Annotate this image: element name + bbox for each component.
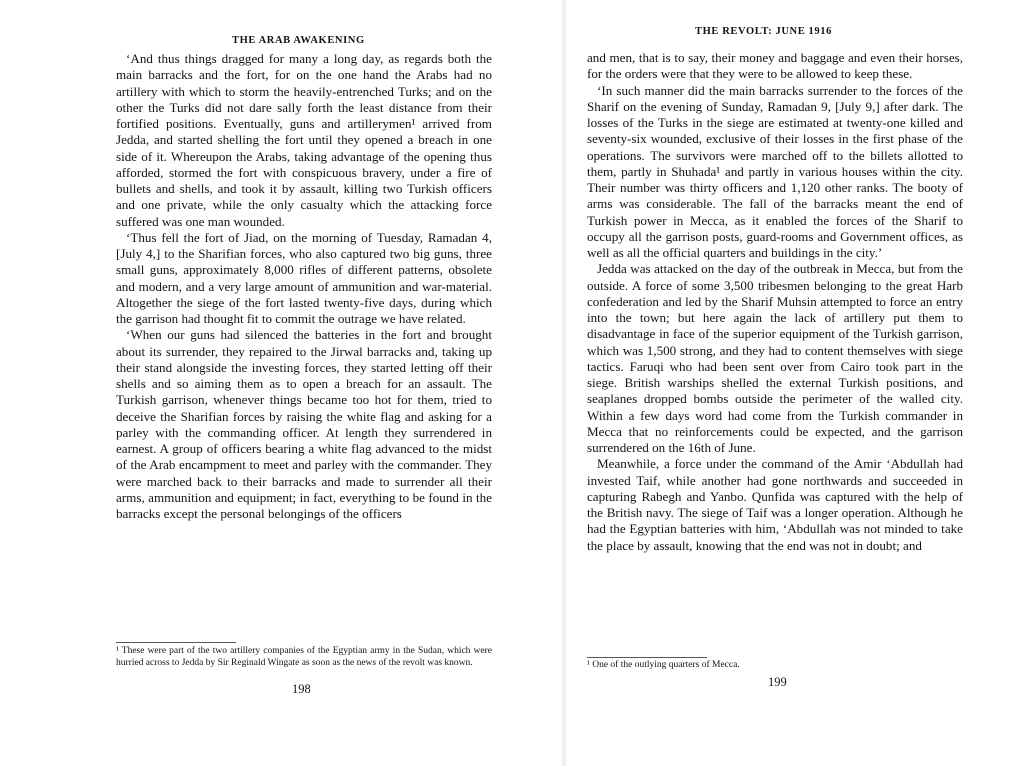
paragraph: Jedda was attacked on the day of the outbreak in Mecca, but from the outside. A force of some 3,500 tribesmen belonging to the great Harb confederation and led by the Sharif Muhsin attempted to force an entry into the town; but here again the lack of artillery put them to disadvantage in face of the superior equipment of the Turkish garrison, which was 1,500 strong, and they had to content themselves with siege tactics. Faruqi who had been sent over from Cairo took part in the siege. British warships shelled the external Turkish positions, and seaplanes dropped bombs outside the perimeter of the walled city. Within a few days word had come from the Turkish commander in Mecca that no reinforcements could be expected, and the garrison surrendered on the 16th of June. [587, 261, 963, 455]
paragraph: Meanwhile, a force under the command of the Amir ‘Abdullah had invested Taif, while another had gone northwards and succeeded in capturing Rabegh and Yanbo. Qunfida was captured with the help of the British navy. The siege of Taif was a longer operation. Although he had the Egyptian batteries with him, ‘Abdullah was not minded to take the place by assault, knowing that the end was not in doubt; and [587, 456, 963, 553]
page-number: 198 [292, 682, 311, 696]
running-head: THE ARAB AWAKENING [232, 35, 365, 46]
footnote-rule [116, 642, 236, 643]
footnote: ¹ One of the outlying quarters of Mecca. [587, 660, 740, 670]
footnote-rule [587, 657, 707, 658]
right-page [565, 0, 1030, 766]
body-text [587, 50, 963, 554]
body-text [116, 51, 492, 522]
paragraph: ‘And thus things dragged for many a long day, as regards both the main barracks and the fort, for on the one hand the Arabs had no artillery with which to storm the heavily-entrenched Turks; and on the other the Turks did not dare sally forth the least distance from their fortified positions. Eventually, guns and artillerymen¹ arrived from Jedda, and started shelling the fort until they opened a breach in one side of it. Whereupon the Arabs, taking advantage of the opening thus afforded, stormed the fort with conspicuous bravery, under a fire of bullets and shells, and took it by assault, killing two Turkish officers and one private, while the only casualty which the attacking force suffered was one man wounded. [116, 51, 492, 229]
paragraph: ‘In such manner did the main barracks surrender to the forces of the Sharif on the evening of Sunday, Ramadan 9, [July 9,] after dark. The losses of the Turks in the siege are estimated at twenty-one killed and seventy-six wounded, exclusive of their losses in the first phase of the operations. The survivors were marched off to the billets allotted to them, partly in Shuhada¹ and partly in various houses within the city. Their number was thirty officers and 1,120 other ranks. The booty of arms was considerable. The fall of the barracks meant the end of Turkish power in Mecca, as it enabled the forces of the Sharif to occupy all the garrison posts, guard-rooms and Government offices, as well as all the official quarters and buildings in the city.’ [587, 82, 963, 260]
paragraph: ‘When our guns had silenced the batteries in the fort and brought about its surrender, they repaired to the Jirwal barracks and, taking up their stand alongside the investing forces, they started letting off their shells and so aiming them as to open a breach for an assault. The Turkish garrison, whenever things became too hot for them, tried to deceive the Sharifian forces by raising the white flag and asking for a parley with the commanding officer. At length they surrendered in earnest. A group of officers bearing a white flag advanced to the midst of the Arab encampment to meet and parley with the commander. They were marched back to their barracks and made to surrender all their arms, ammunition and equipment; in fact, everything to be found in the barracks except the personal belongings of the officers [116, 327, 492, 521]
paragraph: and men, that is to say, their money and baggage and even their horses, for the orders were that they were to be allowed to keep these. [587, 50, 963, 82]
paragraph: ‘Thus fell the fort of Jiad, on the morning of Tuesday, Ramadan 4, [July 4,] to the Sharifian forces, who also captured two big guns, three small guns, approximately 8,000 rifles of different patterns, obsolete and modern, and a very large amount of ammunition and war-material. Altogether the siege of the fort lasted twenty-five days, during which the garrison had thought fit to commit the outrage we have related. [116, 229, 492, 326]
running-head: THE REVOLT: JUNE 1916 [695, 26, 832, 37]
page-number: 199 [768, 675, 787, 689]
footnote: ¹ These were part of the two artillery companies of the Egyptian army in the Sudan, which were hurried across to Jedda by Sir Reginald Wingate as soon as the news of the revolt was known. [116, 646, 492, 668]
